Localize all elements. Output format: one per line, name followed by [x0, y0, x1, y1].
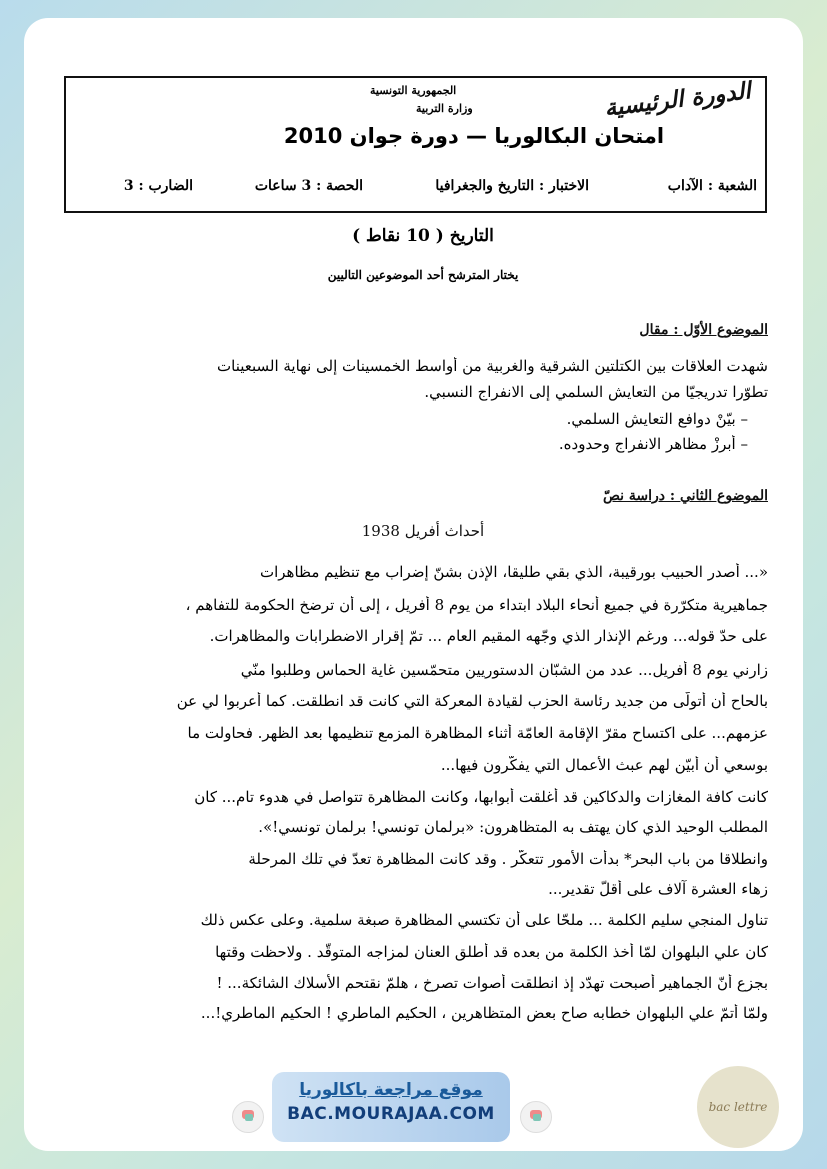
- text-line: المطلب الوحيد الذي كان يهتف به المتظاهرون: «برلمان تونسي! برلمان تونسي!».: [258, 818, 768, 836]
- text-line: بوسعي أن أبيّن لهم عبث الأعمال التي يفكّرون فيها...: [440, 756, 768, 774]
- subject1-task: – أبرزْ مظاهر الانفراج وحدوده.: [558, 435, 748, 453]
- text-line: كان علي البلهوان لمّا أخذ الكلمة من بعده قد أطلق العنان لمزاجه المتوقّد . ولاحظت وقتها: [215, 943, 768, 961]
- text-line: عزمهم... على اكتساح مقرّ الإقامة العامّة أثناء المظاهرة المزمع تنظيمها بعد الظهر. فحاولت ما: [187, 724, 768, 742]
- text-title: أحداث أفريل 1938: [361, 522, 485, 540]
- exam-header: [64, 76, 767, 213]
- brand-logo: bac lettre: [697, 1066, 779, 1148]
- site-banner[interactable]: [272, 1072, 510, 1142]
- ministry-label: وزارة التربية: [416, 102, 473, 115]
- site-name-link[interactable]: موقع مراجعة باكالوريا: [299, 1080, 483, 1100]
- text-line: ولمّا أتمّ علي البلهوان خطابه صاح بعض المتظاهرين ، الحكيم الماطري ! الحكيم الماطري!...: [200, 1004, 768, 1022]
- exam-page: [24, 18, 803, 1151]
- exam-title: امتحان البكالوريا — دورة جوان 2010: [283, 124, 665, 148]
- text-line: زارني يوم 8 أفريل... عدد من الشبّان الدستوريين متحمّسين غاية الحماس وطلبوا منّي: [240, 661, 768, 679]
- text-line: على حدّ قوله... ورغم الإنذار الذي وجّهه المقيم العام ... تمّ إقرار الاضطرابات والمظاهرات.: [209, 627, 768, 645]
- instruction-text: يختار المترشح أحد الموضوعين التاليين: [327, 268, 519, 282]
- subject2-heading: الموضوع الثاني : دراسة نصّ: [603, 488, 768, 504]
- text-line: بالحاح أن أتولّى من جديد رئاسة الحزب لقيادة المعركة التي كانت قد انطلقت. كما أعربوا لي عن: [176, 692, 768, 710]
- text-line: تناول المنجي سليم الكلمة ... ملحّا على أن تكتسي المظاهرة صبغة سلمية. وعلى عكس ذلك: [200, 911, 768, 929]
- site-logo-icon: [520, 1101, 552, 1133]
- subject1-heading: الموضوع الأوّل : مقال: [639, 322, 768, 338]
- text-line: بجزع أنّ الجماهير أصبحت تهدّد إذ انطلقت أصوات تصرخ ، هلمّ نقتحم الأسلاك الشائكة... !: [216, 974, 768, 992]
- text-line: وانطلاقا من باب البحر* بدأت الأمور تتعكّر . وقد كانت المظاهرة تعدّ في تلك المرحلة: [248, 850, 768, 868]
- subject1-line: تطوّرا تدريجيّا من التعايش السلمي إلى الانفراج النسبي.: [424, 383, 768, 401]
- text-line: كانت كافة المغازات والدكاكين قد أغلقت أبوابها، وكانت المظاهرة تتواصل في هدوء تام... كان: [194, 788, 768, 806]
- subject-label: الاختبار : التاريخ والجغرافيا: [435, 178, 589, 194]
- site-url-link[interactable]: BAC.MOURAJAA.COM: [287, 1104, 495, 1124]
- republic-label: الجمهورية التونسية: [370, 84, 457, 97]
- stream-label: الشعبة : الآداب: [667, 178, 757, 194]
- section-title: التاريخ ( 10 نقاط ): [352, 226, 494, 246]
- duration-label: الحصة : 3 ساعات: [254, 178, 363, 194]
- text-line: «... أصدر الحبيب بورقيبة، الذي بقي طليقا، الإذن بشنّ إضراب مع تنظيم مظاهرات: [259, 563, 768, 581]
- session-label: الدورة الرئيسية: [602, 77, 753, 122]
- text-line: زهاء العشرة آلاف على أقلّ تقدير...: [548, 880, 768, 898]
- coefficient-label: الضارب : 3: [123, 178, 193, 194]
- subject1-line: شهدت العلاقات بين الكتلتين الشرقية والغربية من أواسط الخمسينات إلى نهاية السبعينات: [217, 357, 768, 375]
- text-line: جماهيرية متكرّرة في جميع أنحاء البلاد ابتداء من يوم 8 أفريل ، إلى أن ترضخ الحكومة للتفاهم ،: [185, 596, 768, 614]
- subject1-task: – بيّنْ دوافع التعايش السلمي.: [566, 410, 748, 428]
- site-logo-icon: [232, 1101, 264, 1133]
